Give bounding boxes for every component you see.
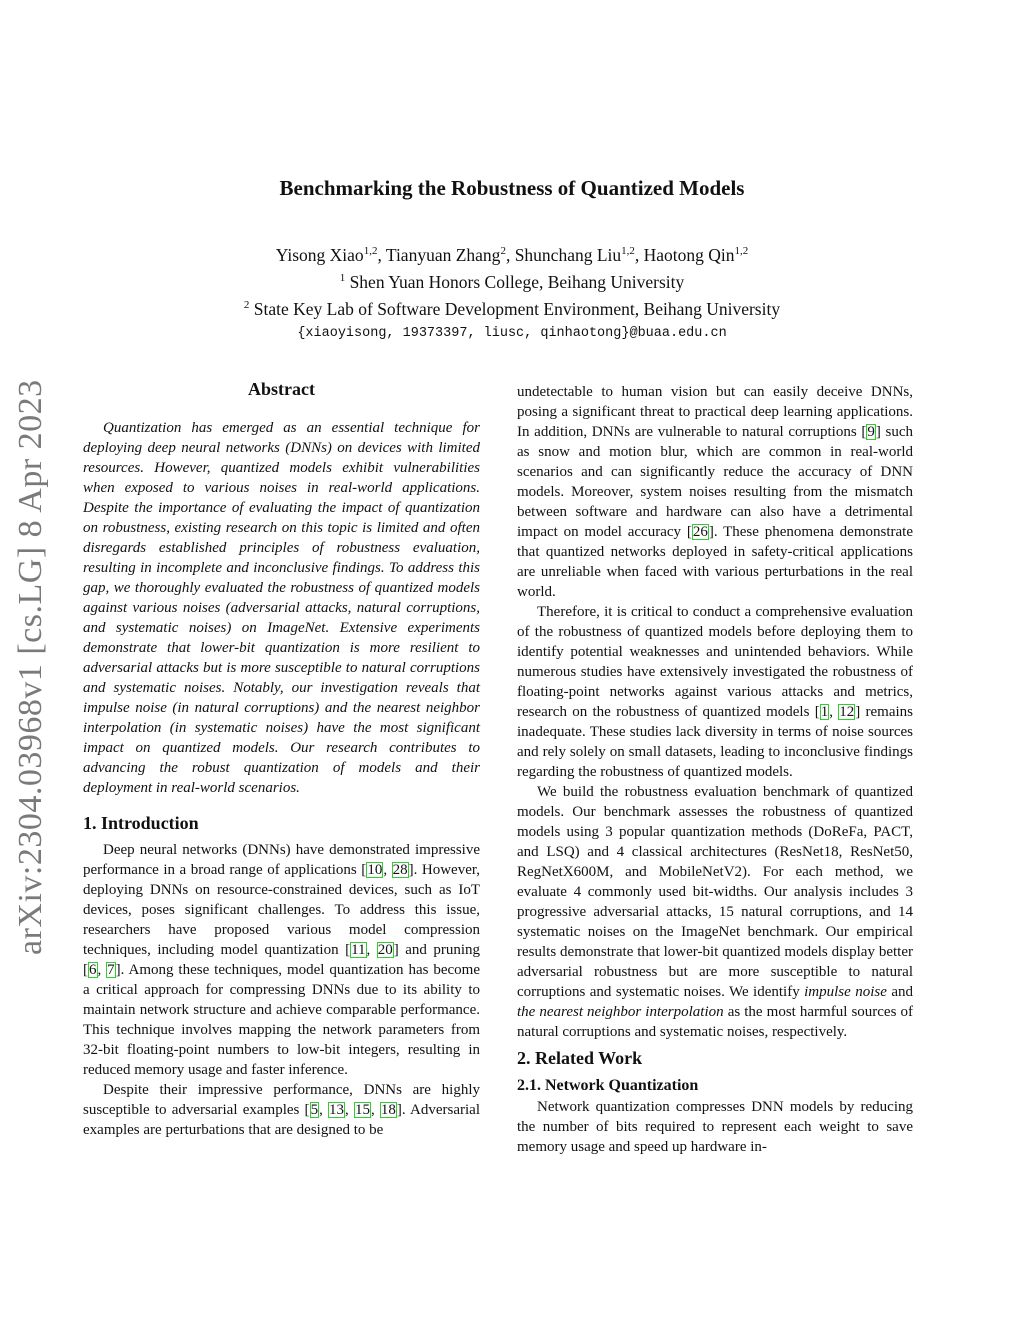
- citation-link[interactable]: 10: [367, 862, 383, 878]
- abstract-heading: Abstract: [248, 379, 315, 399]
- citation-link[interactable]: 28: [392, 862, 408, 878]
- author: Yisong Xiao$^{1,2}$,: [275, 244, 386, 265]
- intro-paragraph-5: We build the robustness evaluation benchmark of quantized models. Our benchmark assesses the robustness of quantized models using 3 popular quantization methods (DoReFa, PACT, and LSQ) and 4 classical architectures (ResNet18, ResNet50, RegNetX600M, and MobileNetV2). For each method, we evaluate 4 commonly used bit-widths. Our analysis includes 3 progressive adversarial attacks, 15 natural corruptions, and 14 systematic noises on the ImageNet benchmark. Our empirical results demonstrate that lower-bit quantized models display better adversarial robustness but are more susceptible to natural corruptions and systematic noises. We identify impulse noise and the nearest neighbor interpolation as the most harmful sources of natural corruptions and systematic noises, respectively.: [517, 784, 913, 1040]
- author: Haotong Qin$^{1,2}$: [643, 244, 749, 265]
- author: Shunchang Liu$^{1,2}$,: [514, 244, 644, 265]
- author-list: [0, 240, 1024, 267]
- citation-link[interactable]: 1: [820, 704, 829, 720]
- arxiv-identifier: arXiv:2304.03968v1 [cs.LG] 8 Apr 2023: [12, 379, 49, 955]
- author-emails: {xiaoyisong, 19373397, liusc, qinhaotong}@buaa.edu.cn: [297, 326, 727, 342]
- citation-link[interactable]: 5: [310, 1102, 319, 1118]
- left-column: [83, 376, 480, 1140]
- citation-link[interactable]: 20: [377, 942, 393, 958]
- citation-link[interactable]: 12: [839, 704, 855, 720]
- affiliation-1: $^1$ Shen Yuan Honors College, Beihang University: [339, 271, 685, 292]
- citation-link[interactable]: 15: [354, 1102, 370, 1118]
- citation-link[interactable]: 7: [107, 962, 115, 978]
- citation-link[interactable]: 6: [89, 962, 97, 978]
- section-heading-related-work: 2. Related Work: [517, 1048, 643, 1068]
- author-block: [0, 240, 1024, 345]
- section-heading-introduction: 1. Introduction: [83, 813, 199, 833]
- related-paragraph-1: Network quantization compresses DNN models by reducing the number of bits required to represent each weight to save memory usage and speed up hardware in-: [517, 1099, 913, 1155]
- intro-paragraph-2: Despite their impressive performance, DNNs are highly susceptible to adversarial examples [5, 13, 15, 18]. Adversarial examples are perturbations that are designed to be: [83, 1082, 481, 1138]
- intro-paragraph-3: undetectable to human vision but can easily deceive DNNs, posing a significant threat to practical deep learning applications. In addition, DNNs are vulnerable to natural corruptions [9] such as snow and motion blur, which are common in real-world scenarios and can significantly reduce the accuracy of DNN models. Moreover, system noises resulting from the mismatch between software and hardware can also have a detrimental impact on model accuracy [26]. These phenomena demonstrate that quantized networks deployed in safety-critical applications are unreliable when faced with various perturbations in the real world.: [517, 384, 914, 600]
- intro-paragraph-1: Deep neural networks (DNNs) have demonstrated impressive performance in a broad range of applications [10, 28]. However, deploying DNNs on resource-constrained devices, such as IoT devices, poses significant challenges. To address this issue, researchers have proposed various model compression techniques, including model quantization [11, 20] and pruning [6, 7]. Among these techniques, model quantization has become a critical approach for compressing DNNs due to its ability to maintain network structure and achieve comparable performance. This technique involves mapping the network parameters from 32-bit floating-point numbers to low-bit integers, resulting in reduced memory usage and faster inference.: [83, 842, 481, 1078]
- intro-paragraph-4: Therefore, it is critical to conduct a comprehensive evaluation of the robustness of quantized models before deploying them to identify potential weaknesses and unintended behaviors. While numerous studies have extensively investigated the robustness of floating-point networks against various attacks and metrics, research on the robustness of quantized models [1, 12] remains inadequate. These studies lack diversity in terms of noise sources and rely solely on small datasets, leading to inconclusive findings regarding the robustness of quantized models.: [517, 604, 913, 780]
- paper-title: Benchmarking the Robustness of Quantized Models: [279, 176, 745, 200]
- citation-link[interactable]: 13: [329, 1102, 345, 1118]
- abstract-text: Quantization has emerged as an essential technique for deploying deep neural networks (DNNs) on devices with limited resources. However, quantized models exhibit vulnerabilities when exposed to various noises in real-world applications. Despite the importance of evaluating the impact of quantization on robustness, existing research on this topic is limited and often disregards established principles of robustness evaluation, resulting in incomplete and inconclusive findings. To address this gap, we thoroughly evaluated the robustness of quantized models against various noises (adversarial attacks, natural corruptions, and systematic noises) on ImageNet. Extensive experiments demonstrate that lower-bit quantization is more resilient to adversarial attacks but is more susceptible to natural corruptions and systematic noises. Notably, our investigation reveals that impulse noise (in natural corruptions) and the nearest neighbor interpolation (in systematic noises) have the most significant impact on quantized models. Our research contributes to advancing the robust quantization of models and their deployment in real-world scenarios.: [83, 420, 480, 796]
- author: Tianyuan Zhang$^2$,: [385, 244, 515, 265]
- affiliation-2: $^2$ State Key Lab of Software Development Environment, Beihang University: [243, 298, 781, 319]
- right-column: [517, 382, 913, 1157]
- citation-link[interactable]: 26: [692, 524, 708, 540]
- subsection-heading-network-quantization: 2.1. Network Quantization: [517, 1077, 699, 1094]
- citation-link[interactable]: 18: [380, 1102, 396, 1118]
- citation-link[interactable]: 11: [351, 942, 366, 958]
- citation-link[interactable]: 9: [867, 424, 875, 440]
